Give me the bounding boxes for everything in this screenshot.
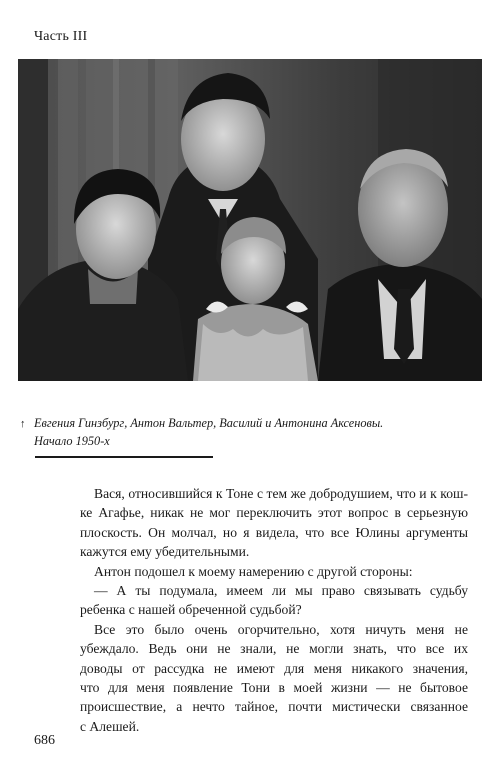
caption-arrow-icon: ↑ bbox=[20, 418, 26, 430]
caption-line: Начало 1950-х bbox=[34, 434, 110, 448]
page-number: 686 bbox=[34, 733, 55, 748]
text-line: Вася, относившийся к Тоне с тем же добродушием, что и к кош- bbox=[94, 486, 468, 501]
text-line: с Алешей. bbox=[80, 718, 140, 734]
text-line: что для меня появление Тони в моей жизни — не бытовое bbox=[80, 680, 468, 696]
text-line: Все это было очень огорчительно, хотя ничуть меня не bbox=[94, 621, 468, 637]
running-head: Часть III bbox=[34, 29, 88, 44]
text-line: убеждало. Ведь они не знали, не могли знать, что все их bbox=[80, 641, 468, 657]
text-line: ребенка с нашей обреченной судьбой? bbox=[80, 602, 302, 618]
photo-caption bbox=[20, 414, 434, 450]
text-line: доводы от рассудка не имеют для меня никакого значения, bbox=[80, 660, 468, 676]
family-photo bbox=[18, 59, 482, 381]
text-line: — А ты подумала, имеем ли мы право связывать судьбу bbox=[94, 583, 468, 599]
text-line: кажутся ему убедительными. bbox=[80, 544, 250, 560]
text-line: происшествие, а нечто тайное, почти мистически связанное bbox=[80, 699, 468, 715]
text-line: Антон подошел к моему намерению с другой стороны: bbox=[94, 563, 413, 579]
caption-rule bbox=[35, 456, 213, 458]
body-text bbox=[80, 484, 468, 736]
text-line: плоскость. Он молчал, но я видела, что все Юлины аргументы bbox=[80, 524, 468, 540]
text-line: ке Агафье, никак не мог переключить этот вопрос в серьезную bbox=[80, 505, 468, 521]
caption-line: Евгения Гинзбург, Антон Вальтер, Василий и Антонина Аксеновы. bbox=[34, 416, 384, 430]
